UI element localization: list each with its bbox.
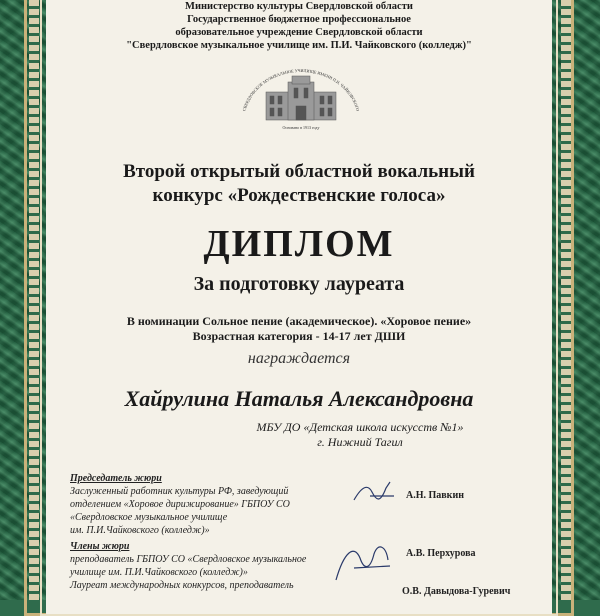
contest-line-1: Второй открытый областной вокальный: [123, 161, 475, 182]
contest-title: [46, 160, 552, 208]
chair-signature-icon: [350, 478, 400, 508]
members-header: Члены жюри: [70, 541, 130, 552]
nomination-line-1: В номинации Сольное пение (академическое). «Хоровое пение»: [126, 314, 472, 328]
diploma-heading: ДИПЛОМ: [203, 223, 395, 265]
header-line-4: "Свердловское музыкальное училище им. П.И. Чайковского (колледж)": [126, 40, 472, 51]
school-block: [150, 420, 570, 450]
school-city: г. Нижний Тагил: [317, 435, 403, 449]
nomination-block: [46, 314, 552, 344]
header-line-3: образовательное учреждение Свердловской области: [175, 27, 423, 38]
chair-line-4: им. П.И.Чайковского (колледж)»: [70, 525, 210, 536]
awarded-label: награждается: [247, 350, 351, 367]
chair-name: А.Н. Павкин: [406, 490, 464, 501]
member2-line: Лауреат международных конкурсов, преподаватель: [70, 580, 294, 591]
college-emblem: [236, 66, 366, 132]
chair-header: Председатель жюри: [70, 473, 162, 484]
emblem-arc-text: СВЕРДЛОВСКОЕ МУЗЫКАЛЬНОЕ УЧИЛИЩЕ ИМЕНИ П.И. ЧАЙКОВСКОГО: [241, 67, 361, 112]
jury-chair-block: [70, 472, 350, 537]
member1-name: А.В. Перхурова: [406, 548, 476, 559]
member2-name: О.В. Давыдова-Гуревич: [402, 586, 511, 597]
jury-members-block: [70, 540, 370, 592]
chair-line-1: Заслуженный работник культуры РФ, заведующий: [70, 486, 289, 497]
header-line-2: Государственное бюджетное профессиональное: [187, 14, 411, 25]
chair-line-2: отделением «Хоровое дирижирование» ГБПОУ СО: [70, 499, 290, 510]
chair-line-3: «Свердловское музыкальное училище: [70, 512, 228, 523]
member1-line-1: преподаватель ГБПОУ СО «Свердловское музыкальное: [70, 554, 307, 565]
right-ornament-chain: [561, 0, 571, 600]
building-icon: [266, 76, 336, 120]
left-ornament-chain: [29, 0, 39, 600]
contest-line-2: конкурс «Рождественские голоса»: [152, 185, 446, 206]
emblem-year-text: Основано в 1913 году: [282, 125, 320, 130]
nomination-line-2: Возрастная категория - 14-17 лет ДШИ: [192, 329, 406, 343]
school-name: МБУ ДО «Детская школа искусств №1»: [256, 420, 464, 434]
issuer-header: [46, 0, 552, 52]
diploma-subtitle: За подготовку лауреата: [193, 273, 405, 295]
recipient-name: Хайрулина Наталья Александровна: [124, 386, 474, 411]
member1-signature-icon: [330, 540, 400, 590]
member1-line-2: училище им. П.И.Чайковского (колледж)»: [70, 567, 248, 578]
header-line-1: Министерство культуры Свердловской области: [185, 1, 413, 12]
